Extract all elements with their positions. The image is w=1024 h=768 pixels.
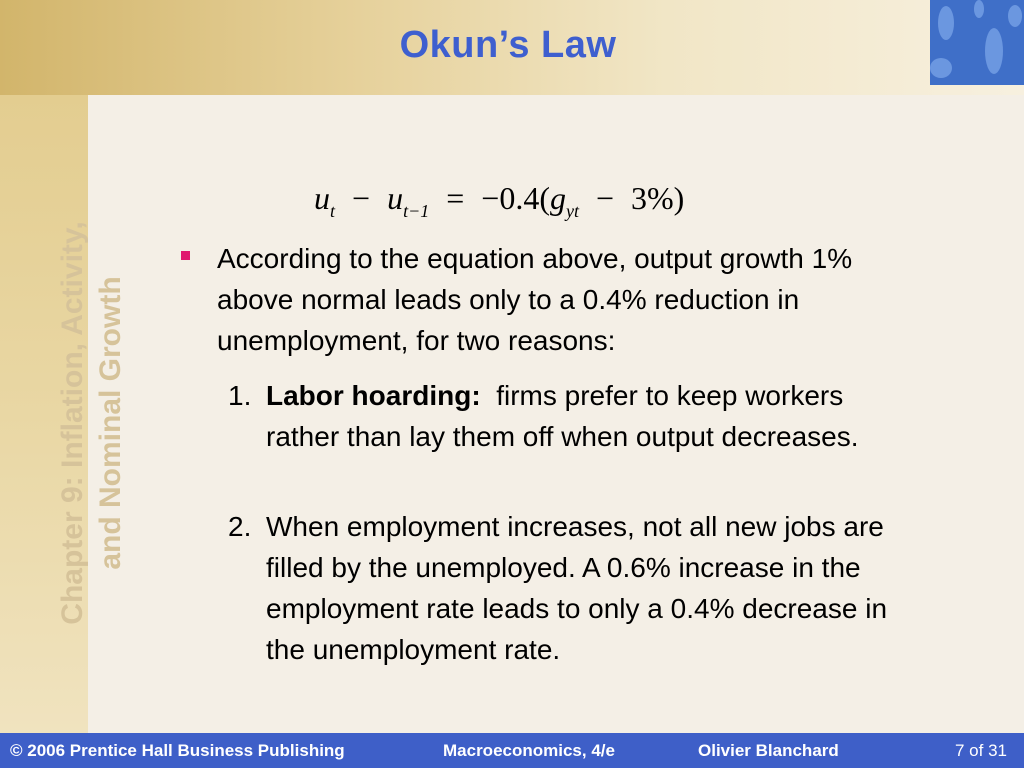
reason-text-2: When employment increases, not all new jobs are filled by the unemployed. A 0.6% increase in the employment rate leads to only a 0.4% decrease in the unemployment rate. xyxy=(266,511,888,665)
main-bullet xyxy=(177,238,917,361)
footer-page-number: 7 of 31 xyxy=(955,741,1007,760)
chapter-side-title xyxy=(54,153,130,693)
eq-u: u xyxy=(314,180,330,216)
reason-number-1: 1. xyxy=(228,380,252,411)
bullet-text: According to the equation above, output growth 1% above normal leads only to a 0.4% reduction in unemployment, for two reasons: xyxy=(217,243,853,356)
reason-text-1: firms prefer to keep workers rather than lay them off when output decreases. xyxy=(266,380,859,452)
slide-title: Okun’s Law xyxy=(399,24,617,66)
reason-number-2: 2. xyxy=(228,511,252,542)
footer-publisher: © 2006 Prentice Hall Business Publishing xyxy=(10,741,345,760)
eq-sub-yt: yt xyxy=(565,201,579,221)
eq-sub-t-minus-1: t−1 xyxy=(403,201,430,221)
eq-u-lag: u xyxy=(387,180,404,216)
bullet-marker-icon xyxy=(181,251,190,260)
footer-author: Olivier Blanchard xyxy=(698,741,839,760)
chapter-title-line2: and Nominal Growth xyxy=(94,276,127,570)
footer-bar xyxy=(0,733,1024,768)
eq-g: g xyxy=(549,180,566,216)
eq-minus-2: − xyxy=(595,180,615,216)
reason-label-1: Labor hoarding: xyxy=(266,380,481,411)
eq-coefficient: −0.4( xyxy=(481,180,550,216)
okun-equation xyxy=(314,180,684,222)
eq-tail: 3%) xyxy=(631,180,685,216)
eq-sub-t: t xyxy=(330,201,336,221)
eq-equals: = xyxy=(446,180,465,216)
reason-item-1 xyxy=(228,375,908,457)
chapter-title-line1: Chapter 9: Inflation, Activity, xyxy=(56,221,89,625)
footer-book: Macroeconomics, 4/e xyxy=(443,741,615,760)
reason-item-2 xyxy=(228,506,908,670)
eq-minus: − xyxy=(352,180,371,216)
